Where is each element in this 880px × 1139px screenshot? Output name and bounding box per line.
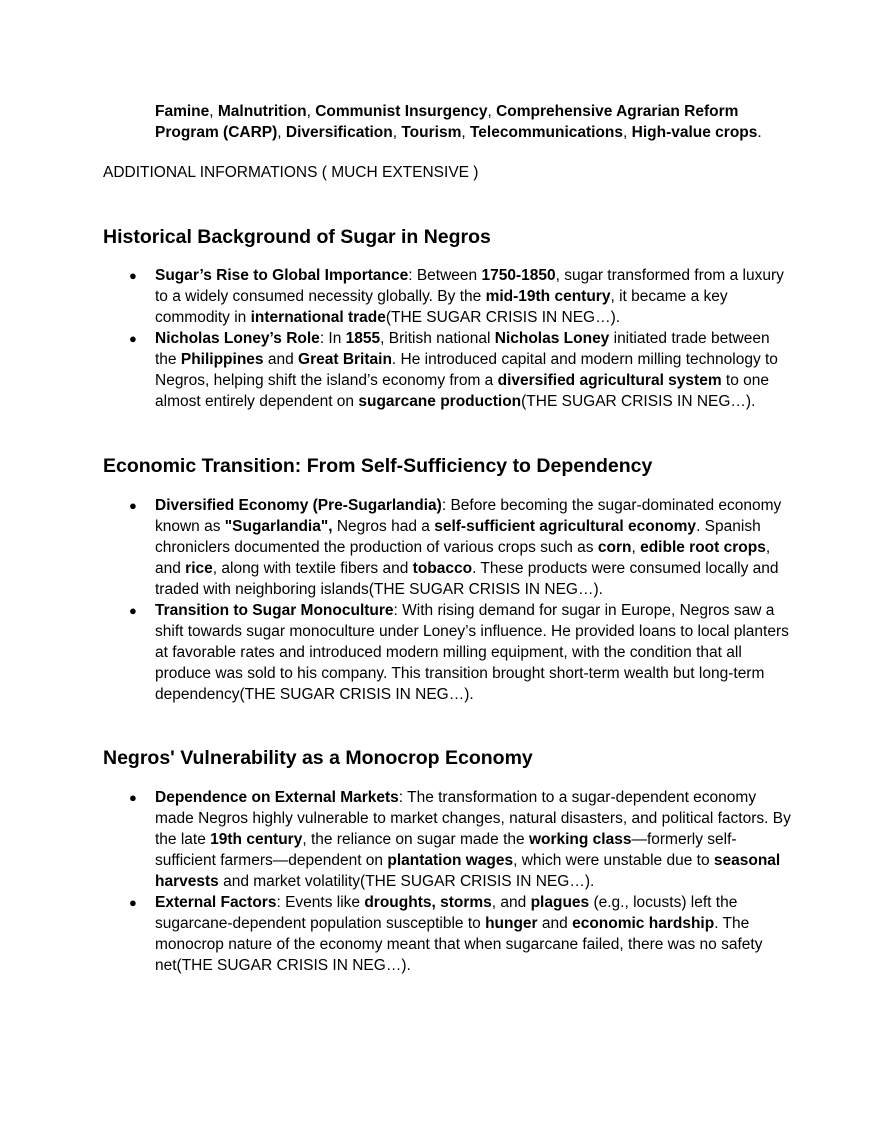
bold-text: 19th century bbox=[210, 831, 303, 848]
body-text: . The monocrop nature of the economy meant that when sugarcane failed, there was no safety net(THE SUGAR CRISIS IN NEG…). bbox=[155, 915, 763, 974]
section-list-historical-background bbox=[103, 265, 793, 412]
keyword-separator: , bbox=[623, 124, 632, 141]
body-text: , along with textile fibers and bbox=[212, 560, 413, 577]
additional-info-label: ADDITIONAL INFORMATIONS ( MUCH EXTENSIVE ) bbox=[103, 164, 479, 181]
bold-text: External Factors bbox=[155, 894, 277, 911]
bold-text: "Sugarlandia", bbox=[224, 518, 333, 535]
bold-text: working class bbox=[528, 831, 632, 848]
bold-text: Nicholas Loney’s Role bbox=[155, 330, 320, 347]
body-text: , sugar transformed from a luxury to a widely consumed necessity globally. By the bbox=[155, 267, 784, 305]
keyword: Famine bbox=[155, 103, 210, 120]
bold-text: economic hardship bbox=[572, 915, 715, 932]
bold-text: plagues bbox=[530, 894, 590, 911]
bold-text: Great Britain bbox=[298, 351, 392, 368]
body-text: : Events like bbox=[276, 894, 365, 911]
bold-text: diversified agricultural system bbox=[497, 372, 722, 389]
bold-text: Sugar’s Rise to Global Importance bbox=[155, 267, 409, 284]
bullet-icon: ● bbox=[129, 331, 137, 346]
list-item bbox=[103, 600, 793, 705]
bold-text: Diversified Economy (Pre-Sugarlandia) bbox=[155, 497, 442, 514]
keyword: Diversification bbox=[285, 124, 393, 141]
bullet-icon: ● bbox=[129, 268, 137, 283]
keyword-separator: , bbox=[392, 124, 402, 141]
bold-text: corn bbox=[597, 539, 632, 556]
bullet-icon: ● bbox=[129, 790, 137, 805]
body-text: , which were unstable due to bbox=[513, 852, 714, 869]
body-text: : The transformation to a sugar-dependent economy made Negros highly vulnerable to market changes, natural disasters, and political factors. By the late bbox=[155, 789, 791, 848]
body-text: : With rising demand for sugar in Europe, Negros saw a shift towards sugar monoculture under Loney’s influence. He provided loans to local planters at favorable rates and introduced modern milling equipment, with the condition that all produce was sold to his company. This transition brought short-term wealth but long-term dependency(THE SUGAR CRISIS IN NEG…). bbox=[155, 602, 789, 703]
body-text: , and bbox=[155, 539, 771, 577]
bold-text: 1750-1850 bbox=[481, 267, 556, 284]
body-text: . Spanish chroniclers documented the production of various crops such as bbox=[155, 518, 761, 556]
bold-text: plantation wages bbox=[387, 852, 514, 869]
body-text: —formerly self-sufficient farmers—dependent on bbox=[155, 831, 737, 869]
body-text: to one almost entirely dependent on bbox=[155, 372, 770, 410]
bullet-icon: ● bbox=[129, 895, 137, 910]
body-text: , bbox=[631, 539, 641, 556]
bold-text: international trade bbox=[250, 309, 386, 326]
list-item bbox=[103, 265, 793, 328]
bold-text: hunger bbox=[485, 915, 538, 932]
bold-text: seasonal harvests bbox=[155, 852, 781, 890]
section-heading-historical-background: Historical Background of Sugar in Negros bbox=[103, 226, 491, 248]
body-text: (THE SUGAR CRISIS IN NEG…). bbox=[521, 393, 756, 410]
keyword: Tourism bbox=[401, 124, 462, 141]
keyword-separator: , bbox=[461, 124, 470, 141]
bold-text: Dependence on External Markets bbox=[155, 789, 399, 806]
keyword: High-value crops bbox=[631, 124, 758, 141]
keyword-separator: , bbox=[277, 124, 286, 141]
body-text: , it became a key commodity in bbox=[155, 288, 728, 326]
bold-text: edible root crops bbox=[640, 539, 766, 556]
body-text: initiated trade between the bbox=[155, 330, 770, 368]
keyword-separator: . bbox=[757, 124, 762, 141]
section-list-vulnerability bbox=[103, 787, 793, 976]
keyword-separator: , bbox=[209, 103, 218, 120]
body-text: (e.g., locusts) left the sugarcane-dependent population susceptible to bbox=[155, 894, 738, 932]
keywords-list bbox=[155, 101, 795, 143]
bullet-icon: ● bbox=[129, 603, 137, 618]
bold-text: Nicholas Loney bbox=[494, 330, 610, 347]
bold-text: rice bbox=[185, 560, 213, 577]
list-item bbox=[103, 892, 793, 976]
body-text: , and bbox=[491, 894, 531, 911]
bold-text: Transition to Sugar Monoculture bbox=[155, 602, 394, 619]
body-text: and bbox=[263, 351, 299, 368]
bold-text: sugarcane production bbox=[358, 393, 522, 410]
keyword-separator: , bbox=[487, 103, 497, 120]
list-item bbox=[103, 787, 793, 892]
body-text: Negros had a bbox=[332, 518, 435, 535]
section-heading-economic-transition: Economic Transition: From Self-Sufficiency to Dependency bbox=[103, 455, 653, 477]
bold-text: Philippines bbox=[180, 351, 264, 368]
keyword-separator: , bbox=[306, 103, 316, 120]
bold-text: 1855 bbox=[345, 330, 381, 347]
bold-text: droughts, storms bbox=[364, 894, 492, 911]
bold-text: tobacco bbox=[412, 560, 473, 577]
body-text: . He introduced capital and modern milling technology to Negros, helping shift the island’s economy from a bbox=[155, 351, 778, 389]
body-text: and bbox=[537, 915, 573, 932]
bold-text: self-sufficient agricultural economy bbox=[434, 518, 697, 535]
body-text: : Between bbox=[408, 267, 482, 284]
keyword: Communist Insurgency bbox=[315, 103, 488, 120]
bold-text: mid-19th century bbox=[485, 288, 611, 305]
body-text: : In bbox=[319, 330, 346, 347]
bullet-icon: ● bbox=[129, 498, 137, 513]
section-heading-vulnerability: Negros' Vulnerability as a Monocrop Economy bbox=[103, 747, 533, 769]
body-text: : Before becoming the sugar-dominated economy known as bbox=[155, 497, 782, 535]
section-list-economic-transition bbox=[103, 495, 793, 705]
body-text: and market volatility(THE SUGAR CRISIS IN NEG…). bbox=[218, 873, 595, 890]
keyword: Malnutrition bbox=[217, 103, 307, 120]
list-item bbox=[103, 495, 793, 600]
body-text: . These products were consumed locally and traded with neighboring islands(THE SUGAR CRISIS IN NEG…). bbox=[155, 560, 779, 598]
body-text: , the reliance on sugar made the bbox=[302, 831, 529, 848]
keyword: Telecommunications bbox=[469, 124, 624, 141]
list-item bbox=[103, 328, 793, 412]
keyword: Comprehensive Agrarian Reform Program (CARP) bbox=[155, 103, 739, 141]
body-text: (THE SUGAR CRISIS IN NEG…). bbox=[385, 309, 621, 326]
body-text: , British national bbox=[380, 330, 495, 347]
